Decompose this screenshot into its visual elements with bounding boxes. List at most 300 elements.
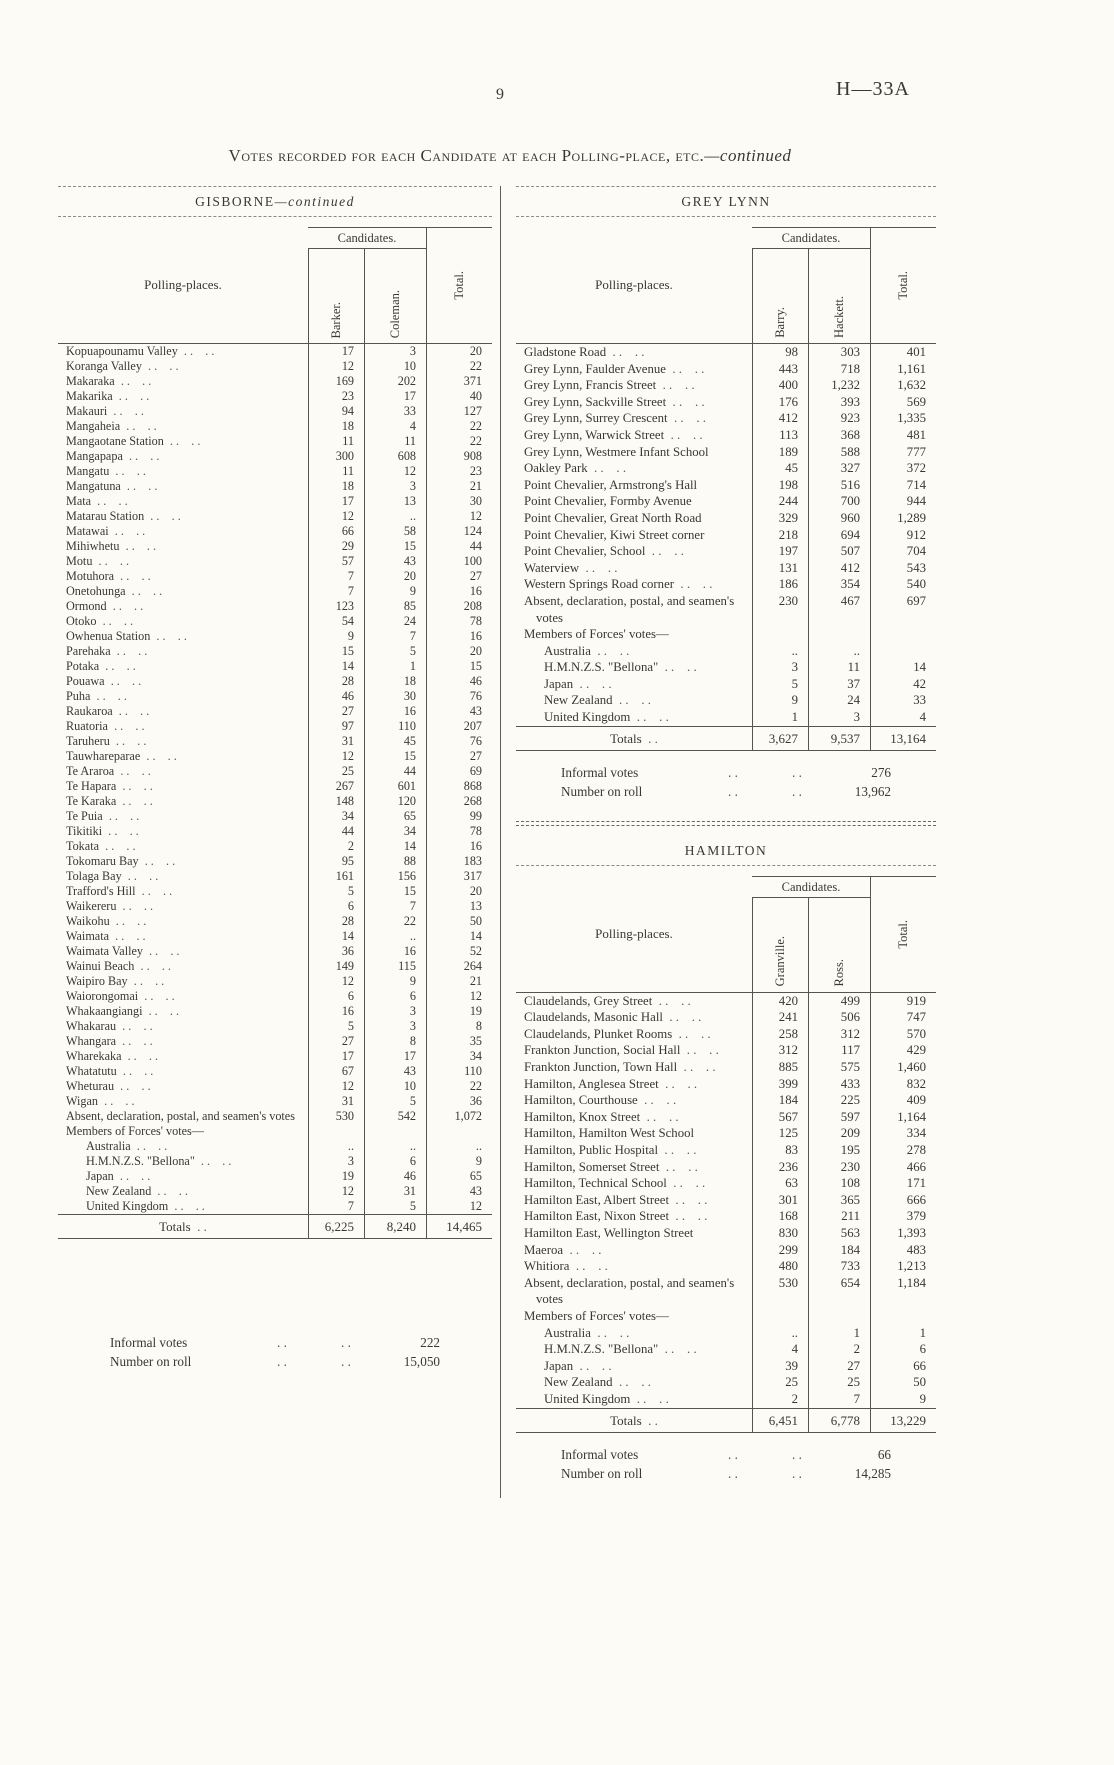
votes-candidate-1: 301 <box>752 1192 808 1209</box>
votes-candidate-1: 5 <box>308 1019 364 1034</box>
votes-total: 30 <box>426 494 492 509</box>
votes-candidate-2: .. <box>364 929 426 944</box>
total-label: Total. <box>452 271 466 300</box>
table-row <box>516 692 936 709</box>
page-title <box>60 146 960 166</box>
totals-label: Totals . . <box>516 1409 752 1432</box>
table-row <box>516 993 936 1010</box>
polling-place-name: United Kingdom . . . . <box>516 1391 752 1408</box>
votes-total: 14 <box>426 929 492 944</box>
votes-total: 69 <box>426 764 492 779</box>
polling-place-name: Gladstone Road . . . . <box>516 344 752 361</box>
votes-candidate-1: 7 <box>308 1199 364 1214</box>
votes-total: 183 <box>426 854 492 869</box>
votes-candidate-2: .. <box>364 1139 426 1154</box>
votes-total: 110 <box>426 1064 492 1079</box>
votes-candidate-1: 230 <box>752 593 808 626</box>
votes-candidate-1: 11 <box>308 434 364 449</box>
votes-candidate-2: 327 <box>808 460 870 477</box>
votes-candidate-1: 3 <box>308 1154 364 1169</box>
number-on-roll-line <box>561 1464 891 1483</box>
votes-candidate-1: 54 <box>308 614 364 629</box>
table-stats <box>561 763 891 801</box>
polling-place-name: Matawai . . . . <box>58 524 308 539</box>
polling-place-name: Grey Lynn, Sackville Street . . . . <box>516 394 752 411</box>
votes-total: 207 <box>426 719 492 734</box>
polling-place-name: Ruatoria . . . . <box>58 719 308 734</box>
votes-total: 171 <box>870 1175 936 1192</box>
votes-candidate-1: 57 <box>308 554 364 569</box>
polling-place-name: Point Chevalier, Armstrong's Hall <box>524 477 698 492</box>
dot-leader <box>250 1333 314 1352</box>
votes-candidate-1: .. <box>752 643 808 660</box>
votes-candidate-1: 5 <box>752 676 808 693</box>
votes-candidate-1: 36 <box>308 944 364 959</box>
page-title-main: Votes recorded for each Candidate at each Polling-place, etc. <box>228 146 705 165</box>
polling-place-name: Taruheru . . . . <box>58 734 308 749</box>
table-body <box>58 344 492 1214</box>
votes-total: 868 <box>426 779 492 794</box>
votes-candidate-2: 58 <box>364 524 426 539</box>
votes-candidate-1: 11 <box>308 464 364 479</box>
polling-place-name: Puha . . . . <box>58 689 308 704</box>
table-row <box>58 749 492 764</box>
votes-candidate-1: 443 <box>752 361 808 378</box>
polling-place-name: Tokomaru Bay . . . . <box>58 854 308 869</box>
polling-place-name: Hamilton, Anglesea Street . . . . <box>516 1076 752 1093</box>
table-row <box>58 839 492 854</box>
table-row <box>58 1154 492 1169</box>
votes-candidate-2: 5 <box>364 1199 426 1214</box>
total-column-header <box>870 877 936 992</box>
table-row <box>516 1341 936 1358</box>
polling-place-name: Australia . . . . <box>516 643 752 660</box>
votes-total: 43 <box>426 704 492 719</box>
table-row <box>516 394 936 411</box>
polling-place-name: Motuhora . . . . <box>58 569 308 584</box>
votes-total: 912 <box>870 527 936 544</box>
votes-candidate-1 <box>752 1308 808 1325</box>
table-row <box>58 389 492 404</box>
votes-candidate-1: 27 <box>308 1034 364 1049</box>
gisborne-table <box>58 186 492 1371</box>
votes-candidate-2: 608 <box>364 449 426 464</box>
table-row <box>58 479 492 494</box>
votes-candidate-1: 169 <box>308 374 364 389</box>
table-row <box>58 929 492 944</box>
votes-candidate-2: 18 <box>364 674 426 689</box>
dot-leader <box>250 1352 314 1371</box>
votes-candidate-2: 354 <box>808 576 870 593</box>
table-body <box>516 344 936 726</box>
polling-place-name: Waterview . . . . <box>516 560 752 577</box>
totals-total: 13,164 <box>870 727 936 750</box>
votes-candidate-1: 12 <box>308 974 364 989</box>
votes-total: 1,072 <box>426 1109 492 1124</box>
votes-candidate-1: 14 <box>308 659 364 674</box>
votes-candidate-1: 31 <box>308 734 364 749</box>
candidate-name: Barry. <box>773 307 787 338</box>
polling-place-name: Motu . . . . <box>58 554 308 569</box>
polling-place-name: Waikereru . . . . <box>58 899 308 914</box>
votes-total: 52 <box>426 944 492 959</box>
votes-total: 543 <box>870 560 936 577</box>
number-on-roll-line <box>110 1352 440 1371</box>
table-row <box>516 1092 936 1109</box>
votes-total: 50 <box>870 1374 936 1391</box>
votes-candidate-1: 17 <box>308 344 364 359</box>
votes-total: 124 <box>426 524 492 539</box>
votes-candidate-1: 412 <box>752 410 808 427</box>
votes-candidate-1: 267 <box>308 779 364 794</box>
polling-place-name: Members of Forces' votes— <box>66 1124 204 1138</box>
votes-candidate-1: 66 <box>308 524 364 539</box>
votes-total: 27 <box>426 749 492 764</box>
votes-candidate-2: 85 <box>364 599 426 614</box>
votes-candidate-1: 241 <box>752 1009 808 1026</box>
polling-place-name: Kopuapounamu Valley . . . . <box>58 344 308 359</box>
votes-candidate-1: 45 <box>752 460 808 477</box>
informal-votes-line <box>110 1333 440 1352</box>
table-row <box>58 719 492 734</box>
polling-place-name: Makarika . . . . <box>58 389 308 404</box>
polling-place-name: H.M.N.Z.S. "Bellona" . . . . <box>516 659 752 676</box>
total-column-header <box>870 228 936 343</box>
table-row <box>58 974 492 989</box>
votes-candidate-1: 25 <box>308 764 364 779</box>
votes-candidate-1: 168 <box>752 1208 808 1225</box>
polling-place-name: Wigan . . . . <box>58 1094 308 1109</box>
votes-candidate-1: 18 <box>308 479 364 494</box>
table-row <box>516 361 936 378</box>
votes-candidate-1: 94 <box>308 404 364 419</box>
table-row <box>58 584 492 599</box>
votes-total: 76 <box>426 734 492 749</box>
polling-place-name: United Kingdom . . . . <box>516 709 752 726</box>
polling-place-name: Waimata . . . . <box>58 929 308 944</box>
votes-total: 20 <box>426 644 492 659</box>
candidate-column <box>752 249 808 343</box>
votes-candidate-2: 597 <box>808 1109 870 1126</box>
votes-candidate-1: 17 <box>308 494 364 509</box>
polling-place-name: Claudelands, Plunket Rooms . . . . <box>516 1026 752 1043</box>
candidate-name: Barker. <box>329 301 343 338</box>
polling-place-name: Mata . . . . <box>58 494 308 509</box>
votes-candidate-1: 9 <box>308 629 364 644</box>
candidates-label: Candidates. <box>752 877 870 898</box>
table-row <box>516 477 936 494</box>
table-row <box>58 1169 492 1184</box>
table-row <box>516 1059 936 1076</box>
polling-place-name: Onetohunga . . . . <box>58 584 308 599</box>
table-row <box>516 1208 936 1225</box>
votes-total: 1,289 <box>870 510 936 527</box>
polling-place-name: Mangaheia . . . . <box>58 419 308 434</box>
table-row <box>516 1159 936 1176</box>
votes-candidate-1: 885 <box>752 1059 808 1076</box>
polling-places-label: Polling-places. <box>144 277 222 292</box>
candidate-columns <box>308 249 426 343</box>
votes-total: 16 <box>426 584 492 599</box>
votes-candidate-2: 27 <box>808 1358 870 1375</box>
votes-candidate-2: 33 <box>364 404 426 419</box>
dot-leader <box>314 1352 378 1371</box>
dot-leader <box>701 1445 765 1464</box>
votes-candidate-1: 2 <box>752 1391 808 1408</box>
table-row <box>58 1124 492 1139</box>
votes-candidate-2: 22 <box>364 914 426 929</box>
informal-votes-value: 222 <box>420 1335 440 1350</box>
polling-place-name: Australia . . . . <box>516 1325 752 1342</box>
informal-votes-label: Informal votes <box>561 1446 639 1462</box>
votes-candidate-1: 399 <box>752 1076 808 1093</box>
votes-candidate-2: 17 <box>364 1049 426 1064</box>
votes-total: .. <box>426 1139 492 1154</box>
polling-place-name: Hamilton, Courthouse . . . . <box>516 1092 752 1109</box>
table-title <box>516 836 936 866</box>
votes-total: 944 <box>870 493 936 510</box>
dot-leader <box>314 1333 378 1352</box>
votes-candidate-2: 368 <box>808 427 870 444</box>
votes-candidate-2: 115 <box>364 959 426 974</box>
votes-candidate-2: 11 <box>364 434 426 449</box>
votes-candidate-1: .. <box>752 1325 808 1342</box>
votes-total: 317 <box>426 869 492 884</box>
polling-place-name: New Zealand . . . . <box>58 1184 308 1199</box>
polling-place-name: Mangaotane Station . . . . <box>58 434 308 449</box>
number-on-roll-value: 15,050 <box>403 1354 440 1369</box>
votes-total: 208 <box>426 599 492 614</box>
votes-total: 666 <box>870 1192 936 1209</box>
table-row <box>58 959 492 974</box>
polling-places-header <box>516 876 752 992</box>
votes-candidate-1: 29 <box>308 539 364 554</box>
votes-total <box>870 1308 936 1325</box>
votes-total: 714 <box>870 477 936 494</box>
votes-candidate-1: 17 <box>308 1049 364 1064</box>
votes-total: 268 <box>426 794 492 809</box>
totals-candidate-1: 6,451 <box>752 1409 808 1432</box>
votes-candidate-2: 923 <box>808 410 870 427</box>
column-divider <box>500 186 501 1498</box>
polling-place-name: Grey Lynn, Faulder Avenue . . . . <box>516 361 752 378</box>
votes-total: 6 <box>870 1341 936 1358</box>
votes-total <box>870 626 936 643</box>
table-header <box>516 227 936 344</box>
table-row <box>58 1079 492 1094</box>
totals-candidate-2: 6,778 <box>808 1409 870 1432</box>
polling-place-name: Whatatutu . . . . <box>58 1064 308 1079</box>
candidates-header <box>752 877 870 992</box>
votes-total: 34 <box>426 1049 492 1064</box>
votes-candidate-2: 588 <box>808 444 870 461</box>
votes-candidate-1: 123 <box>308 599 364 614</box>
candidate-name: Ross. <box>832 959 846 987</box>
table-row <box>516 560 936 577</box>
votes-total: 78 <box>426 824 492 839</box>
candidates-header-group <box>752 227 936 343</box>
votes-candidate-1: 176 <box>752 394 808 411</box>
votes-candidate-2: 120 <box>364 794 426 809</box>
table-row <box>58 374 492 389</box>
votes-candidate-2: 15 <box>364 539 426 554</box>
table-row <box>58 809 492 824</box>
votes-candidate-1: 12 <box>308 509 364 524</box>
votes-candidate-2: 225 <box>808 1092 870 1109</box>
votes-total: 76 <box>426 689 492 704</box>
polling-place-name: H.M.N.Z.S. "Bellona" . . . . <box>516 1341 752 1358</box>
totals-row <box>516 1408 936 1433</box>
polling-place-name: Trafford's Hill . . . . <box>58 884 308 899</box>
polling-places-label: Polling-places. <box>595 277 673 292</box>
votes-candidate-2: 467 <box>808 593 870 626</box>
votes-candidate-1: 16 <box>308 1004 364 1019</box>
votes-candidate-1: 149 <box>308 959 364 974</box>
votes-candidate-2: 960 <box>808 510 870 527</box>
polling-place-name: Japan . . . . <box>516 676 752 693</box>
votes-candidate-2: 110 <box>364 719 426 734</box>
votes-candidate-1: 480 <box>752 1258 808 1275</box>
number-on-roll-value: 13,962 <box>854 783 891 799</box>
polling-place-name: Grey Lynn, Westmere Infant School <box>524 444 709 459</box>
votes-total: 22 <box>426 434 492 449</box>
table-body <box>516 993 936 1408</box>
polling-place-name: Mangatu . . . . <box>58 464 308 479</box>
polling-place-name: Grey Lynn, Francis Street . . . . <box>516 377 752 394</box>
votes-candidate-2: 575 <box>808 1059 870 1076</box>
votes-candidate-2: 2 <box>808 1341 870 1358</box>
table-row <box>516 1275 936 1308</box>
polling-place-name: Claudelands, Grey Street . . . . <box>516 993 752 1010</box>
votes-candidate-1: 300 <box>308 449 364 464</box>
polling-place-name: Otoko . . . . <box>58 614 308 629</box>
votes-total: 50 <box>426 914 492 929</box>
totals-total: 14,465 <box>426 1215 492 1238</box>
candidate-name: Hackett. <box>832 296 846 338</box>
polling-place-name: Absent, declaration, postal, and seamen's votes <box>66 1109 295 1123</box>
votes-total: 19 <box>426 1004 492 1019</box>
votes-candidate-2: 46 <box>364 1169 426 1184</box>
votes-candidate-1: 530 <box>308 1109 364 1124</box>
table-row <box>516 1258 936 1275</box>
polling-places-label: Polling-places. <box>595 925 673 941</box>
table-stats <box>110 1333 440 1371</box>
votes-total: 40 <box>426 389 492 404</box>
dot-leader <box>765 1445 829 1464</box>
votes-total: 127 <box>426 404 492 419</box>
polling-place-name: Te Hapara . . . . <box>58 779 308 794</box>
votes-candidate-2: 37 <box>808 676 870 693</box>
table-row <box>516 344 936 361</box>
polling-place-name: Whakaangiangi . . . . <box>58 1004 308 1019</box>
votes-candidate-2: 312 <box>808 1026 870 1043</box>
votes-candidate-1: 3 <box>752 659 808 676</box>
table-row <box>58 539 492 554</box>
polling-place-name: Point Chevalier, School . . . . <box>516 543 752 560</box>
votes-candidate-1: 329 <box>752 510 808 527</box>
votes-total: 42 <box>870 676 936 693</box>
votes-total: 1,632 <box>870 377 936 394</box>
totals-candidate-2: 9,537 <box>808 727 870 750</box>
table-row <box>516 709 936 726</box>
polling-place-name: Owhenua Station . . . . <box>58 629 308 644</box>
left-column <box>58 186 492 1371</box>
votes-candidate-1: 15 <box>308 644 364 659</box>
votes-candidate-2: 24 <box>808 692 870 709</box>
votes-candidate-1: 12 <box>308 1184 364 1199</box>
polling-place-name: Raukaroa . . . . <box>58 704 308 719</box>
informal-votes-value: 66 <box>877 1446 891 1462</box>
votes-total: 15 <box>426 659 492 674</box>
polling-place-name: Point Chevalier, Great North Road <box>524 510 702 525</box>
votes-candidate-2: 433 <box>808 1076 870 1093</box>
polling-place-name: Members of Forces' votes— <box>524 627 669 642</box>
votes-candidate-1: 400 <box>752 377 808 394</box>
table-row <box>516 1042 936 1059</box>
table-row <box>58 1109 492 1124</box>
votes-total: 9 <box>870 1391 936 1408</box>
votes-candidate-1: 7 <box>308 569 364 584</box>
table-row <box>58 404 492 419</box>
votes-candidate-1: 186 <box>752 576 808 593</box>
informal-votes-line <box>561 1445 891 1464</box>
votes-candidate-1: 312 <box>752 1042 808 1059</box>
table-row <box>58 524 492 539</box>
votes-candidate-2: 11 <box>808 659 870 676</box>
votes-candidate-2: 733 <box>808 1258 870 1275</box>
polling-place-name: Frankton Junction, Town Hall . . . . <box>516 1059 752 1076</box>
polling-place-name: Ormond . . . . <box>58 599 308 614</box>
votes-candidate-2: 601 <box>364 779 426 794</box>
votes-total: 264 <box>426 959 492 974</box>
table-row <box>516 1076 936 1093</box>
votes-candidate-2: 211 <box>808 1208 870 1225</box>
candidate-column <box>752 898 808 992</box>
polling-place-name: Grey Lynn, Warwick Street . . . . <box>516 427 752 444</box>
number-on-roll-value: 14,285 <box>854 1465 891 1481</box>
polling-place-name: H.M.N.Z.S. "Bellona" . . . . <box>58 1154 308 1169</box>
votes-candidate-2: 6 <box>364 1154 426 1169</box>
votes-candidate-2: 3 <box>364 479 426 494</box>
polling-place-name: Mihiwhetu . . . . <box>58 539 308 554</box>
votes-total: 379 <box>870 1208 936 1225</box>
polling-place-name: Koranga Valley . . . . <box>58 359 308 374</box>
polling-place-name: Tokata . . . . <box>58 839 308 854</box>
informal-votes-line <box>561 763 891 782</box>
polling-places-header <box>516 227 752 343</box>
polling-place-name: Hamilton, Hamilton West School <box>524 1126 695 1141</box>
table-title-suffix: —continued <box>274 194 355 209</box>
table-row <box>516 543 936 560</box>
table-row <box>516 1009 936 1026</box>
candidate-name: Granville. <box>773 936 787 987</box>
polling-place-name: Maeroa . . . . <box>516 1242 752 1259</box>
votes-total <box>426 1124 492 1139</box>
votes-total: 832 <box>870 1076 936 1093</box>
table-row <box>516 1026 936 1043</box>
votes-total: 22 <box>426 419 492 434</box>
candidate-name: Coleman. <box>388 289 402 338</box>
polling-place-name: Potaka . . . . <box>58 659 308 674</box>
table-title-main: GREY LYNN <box>681 194 771 209</box>
votes-candidate-2: 7 <box>364 629 426 644</box>
table-row <box>516 1325 936 1342</box>
polling-place-name: Matarau Station . . . . <box>58 509 308 524</box>
votes-total: 12 <box>426 989 492 1004</box>
votes-candidate-2: 1,232 <box>808 377 870 394</box>
table-row <box>516 1391 936 1408</box>
polling-place-name: Tolaga Bay . . . . <box>58 869 308 884</box>
